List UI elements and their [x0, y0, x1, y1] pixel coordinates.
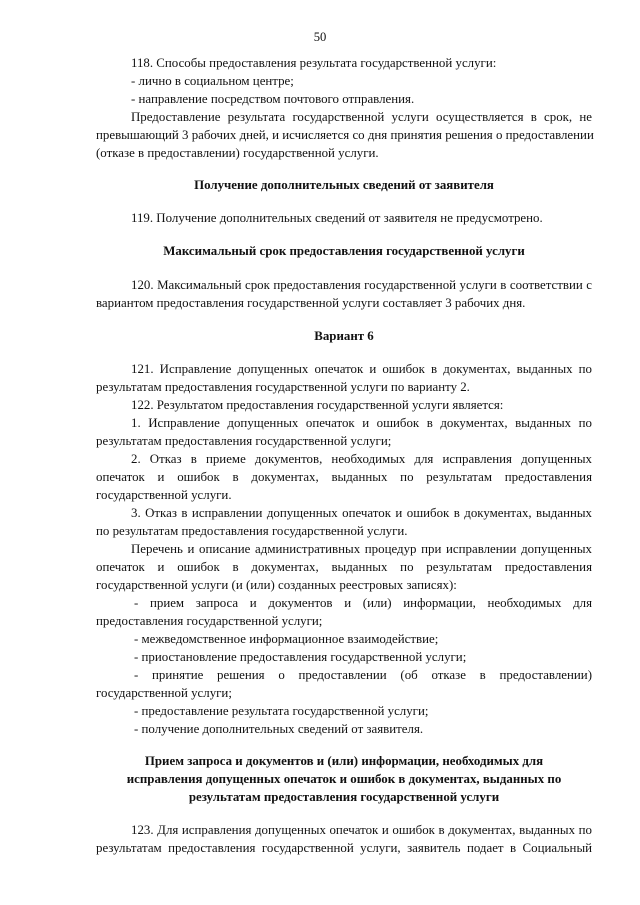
- text-line: - прием запроса и документов и (или) информации, необходимых для: [134, 596, 592, 610]
- text-line: Перечень и описание административных процедур при исправлении допущенных: [131, 542, 592, 556]
- text-line: вариантом предоставления государственной услуги составляет 3 рабочих дня.: [96, 296, 526, 310]
- text-line: Предоставление результата государственной услуги осуществляется в срок, не: [131, 110, 592, 124]
- text-line: - получение дополнительных сведений от заявителя.: [134, 722, 424, 736]
- text-line: - направление посредством почтового отправления.: [131, 92, 415, 106]
- text-line: - лично в социальном центре;: [131, 74, 294, 88]
- text-line: - межведомственное информационное взаимодействие;: [134, 632, 439, 646]
- text-line: государственной услуги;: [96, 686, 232, 700]
- section-heading: Получение дополнительных сведений от заявителя: [194, 178, 494, 192]
- text-line: 123. Для исправления допущенных опечаток и ошибок в документах, выданных по: [131, 823, 592, 837]
- text-line: 120. Максимальный срок предоставления государственной услуги в соответствии с: [131, 278, 592, 292]
- section-heading: Прием запроса и документов и (или) информации, необходимых для: [144, 754, 544, 768]
- text-line: по результатам предоставления государственной услуги.: [96, 524, 408, 538]
- text-line: 118. Способы предоставления результата государственной услуги:: [131, 56, 497, 70]
- text-line: предоставления государственной услуги;: [96, 614, 323, 628]
- text-line: опечаток и ошибок в документах, выданных по результатам предоставления: [96, 560, 592, 574]
- section-heading: результатам предоставления государственной услуги: [188, 790, 500, 804]
- text-line: результатам предоставления государственной услуги по варианту 2.: [96, 380, 470, 394]
- text-line: (отказе в предоставлении) государственной услуги.: [96, 146, 379, 160]
- text-line: результатам предоставления государственной услуги;: [96, 434, 392, 448]
- text-line: 119. Получение дополнительных сведений от заявителя не предусмотрено.: [131, 211, 543, 225]
- text-line: результатам предоставления государственной услуги, заявитель подает в Социальный: [96, 841, 592, 855]
- section-heading: исправления допущенных опечаток и ошибок в документах, выданных по: [126, 772, 562, 786]
- text-line: 121. Исправление допущенных опечаток и ошибок в документах, выданных по: [131, 362, 592, 376]
- text-line: - принятие решения о предоставлении (об отказе в предоставлении): [134, 668, 592, 682]
- text-line: 122. Результатом предоставления государственной услуги является:: [131, 398, 504, 412]
- text-line: государственной услуги.: [96, 488, 232, 502]
- text-line: опечаток и ошибок в документах, выданных по результатам предоставления: [96, 470, 592, 484]
- text-line: 3. Отказ в исправлении допущенных опечаток и ошибок в документах, выданных: [131, 506, 592, 520]
- text-line: превышающий 3 рабочих дней, и исчисляется со дня принятия решения о предоставлении: [96, 128, 594, 142]
- section-heading: Вариант 6: [314, 329, 374, 343]
- section-heading: Максимальный срок предоставления государственной услуги: [163, 244, 525, 258]
- text-line: 1. Исправление допущенных опечаток и ошибок в документах, выданных по: [131, 416, 592, 430]
- text-line: 2. Отказ в приеме документов, необходимых для исправления допущенных: [131, 452, 592, 466]
- page-number: 50: [313, 30, 327, 44]
- text-line: государственной услуги (и (или) созданных реестровых записях):: [96, 578, 457, 592]
- text-line: - предоставление результата государственной услуги;: [134, 704, 429, 718]
- text-line: - приостановление предоставления государственной услуги;: [134, 650, 467, 664]
